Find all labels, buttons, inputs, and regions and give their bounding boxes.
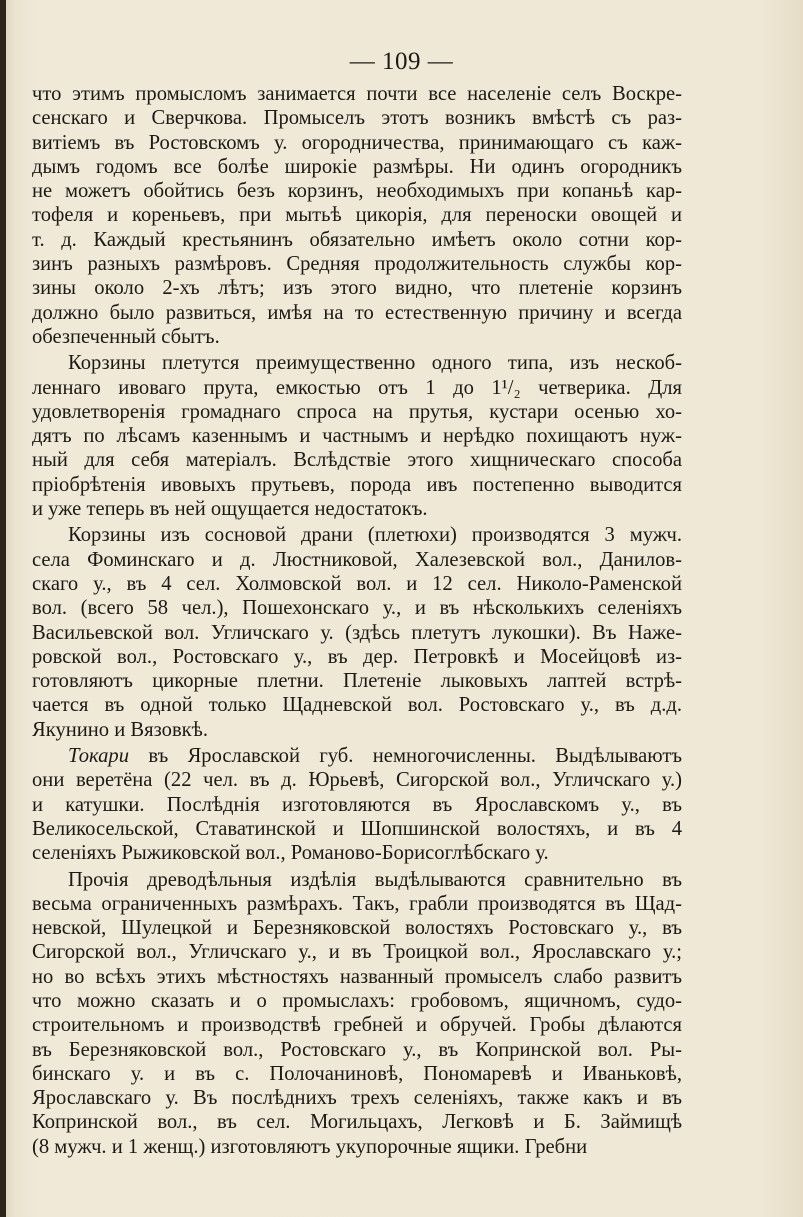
text-line: но во всѣхъ этихъ мѣстностяхъ названный промыселъ слабо развитъ (32, 965, 682, 988)
text-line: леннаго ивоваго прута, емкостью отъ 1 до 1¹/₂ четверика. Для (32, 376, 682, 399)
text-line: и уже теперь въ ней ощущается недостатокъ. (32, 498, 428, 521)
text-line: зинъ разныхъ размѣровъ. Средняя продолжительность службы кор- (32, 253, 682, 276)
book-spine-shadow (0, 0, 6, 1217)
text-line: они веретёна (22 чел. въ д. Юрьевѣ, Сигорской вол., Угличскаго у.) (32, 769, 682, 792)
text-line: Ярославскаго у. Въ послѣднихъ трехъ селеніяхъ, также какъ и въ (32, 1087, 682, 1110)
page-number: — 109 — (349, 48, 454, 75)
text-line: (8 мужч. и 1 женщ.) изготовляютъ укупорочные ящики. Гребни (32, 1135, 588, 1158)
text-line: Якунино и Вязовкѣ. (32, 718, 209, 741)
paragraph (32, 523, 682, 742)
text-line: чается въ одной только Щадневской вол. Ростовскаго у., въ д.д. (32, 694, 682, 717)
text-line: въ Березняковской вол., Ростовскаго у., въ Копринской вол. Ры- (32, 1038, 682, 1061)
text-line: что этимъ промысломъ занимается почти все населеніе селъ Воскре- (32, 83, 682, 105)
body-text (32, 82, 682, 1159)
text-line: т. д. Каждый крестьянинъ обязательно имѣетъ около сотни кор- (32, 228, 682, 251)
text-line: скаго у., въ 4 сел. Холмовской вол. и 12 сел. Николо-Раменской (32, 572, 682, 595)
text-line: готовляютъ цикорные плетни. Плетеніе лыковыхъ лаптей встрѣ- (32, 670, 682, 693)
text-line: не можетъ обойтись безъ корзинъ, необходимыхъ при копаньѣ кар- (32, 180, 682, 203)
text-line: ровской вол., Ростовскаго у., въ дер. Петровкѣ и Мосейцовѣ из- (32, 645, 682, 668)
paragraph (32, 82, 682, 349)
italic-lead-word: Токари (68, 745, 130, 768)
text-line: Великосельской, Ставатинской и Шопшинской волостяхъ, и въ 4 (32, 817, 682, 840)
text-line: дымъ годомъ все болѣе широкіе размѣры. Ни одинъ огородникъ (32, 155, 682, 178)
text-line: дятъ по лѣсамъ казеннымъ и частнымъ и нерѣдко похищаютъ нуж- (32, 425, 682, 448)
text-line: бинскаго у. и въ с. Полочаниновѣ, Пономаревѣ и Иваньковѣ, (32, 1062, 682, 1085)
text-line: ный для себя матеріалъ. Вслѣдствіе этого хищническаго способа (32, 449, 682, 472)
line-text: въ Ярославской губ. немногочисленны. Выдѣлываютъ (129, 745, 682, 768)
paragraph (32, 744, 682, 865)
text-line: пріобрѣтенія ивовыхъ прутьевъ, порода ивъ постепенно выводится (32, 473, 682, 496)
text-line: Корзины изъ сосновой драни (плетюхи) производятся 3 мужч. (68, 524, 682, 547)
text-line: сенскаго и Сверчкова. Промыселъ этотъ возникъ вмѣстѣ съ раз- (32, 107, 682, 130)
text-line: удовлетворенія громаднаго спроса на прутья, кустари осенью хо- (32, 400, 682, 423)
text-line: обезпеченный сбытъ. (32, 325, 220, 348)
text-line (32, 744, 682, 768)
text-line: невской, Шулецкой и Березняковской волостяхъ Ростовскаго у., въ (32, 917, 682, 940)
text-line: Сигорской вол., Угличскаго у., и въ Троицкой вол., Ярославскаго у.; (32, 941, 682, 964)
paragraph (32, 868, 682, 1160)
text-line: Корзины плетутся преимущественно одного типа, изъ нескоб- (68, 352, 682, 375)
text-line: села Фоминскаго и д. Люстниковой, Халезевской вол., Данилов- (32, 548, 682, 571)
text-line: весьма ограниченныхъ размѣрахъ. Такъ, грабли производятся въ Щад- (32, 892, 682, 915)
text-line: Васильевской вол. Угличскаго у. (здѣсь плетутъ лукошки). Въ Наже- (32, 621, 682, 644)
text-line: селеніяхъ Рыжиковской вол., Романово-Борисоглѣбскаго у. (32, 842, 549, 865)
text-line: Копринской вол., въ сел. Могильцахъ, Легковѣ и Б. Займищѣ (32, 1111, 682, 1134)
text-line: зины около 2-хъ лѣтъ; изъ этого видно, что плетеніе корзинъ (32, 277, 682, 300)
text-line: что можно сказать и о промыслахъ: гробовомъ, ящичномъ, судо- (32, 989, 682, 1012)
text-line: Прочія древодѣльныя издѣлія выдѣлываются сравнительно въ (68, 868, 682, 891)
text-line: и катушки. Послѣднія изготовляются въ Ярославскомъ у., въ (32, 793, 682, 816)
text-line: вол. (всего 58 чел.), Пошехонскаго у., и въ нѣсколькихъ селеніяхъ (32, 597, 682, 620)
text-line: должно было развиться, имѣя на то естественную причину и всегда (32, 301, 682, 324)
text-line: тофеля и кореньевъ, при мытьѣ цикорія, для переноски овощей и (32, 204, 682, 227)
text-line: строительномъ и производствѣ гребней и обручей. Гробы дѣлаются (32, 1014, 682, 1037)
paragraph (32, 351, 682, 521)
text-line: витіемъ въ Ростовскомъ у. огородничества, принимающаго съ каж- (32, 131, 682, 154)
